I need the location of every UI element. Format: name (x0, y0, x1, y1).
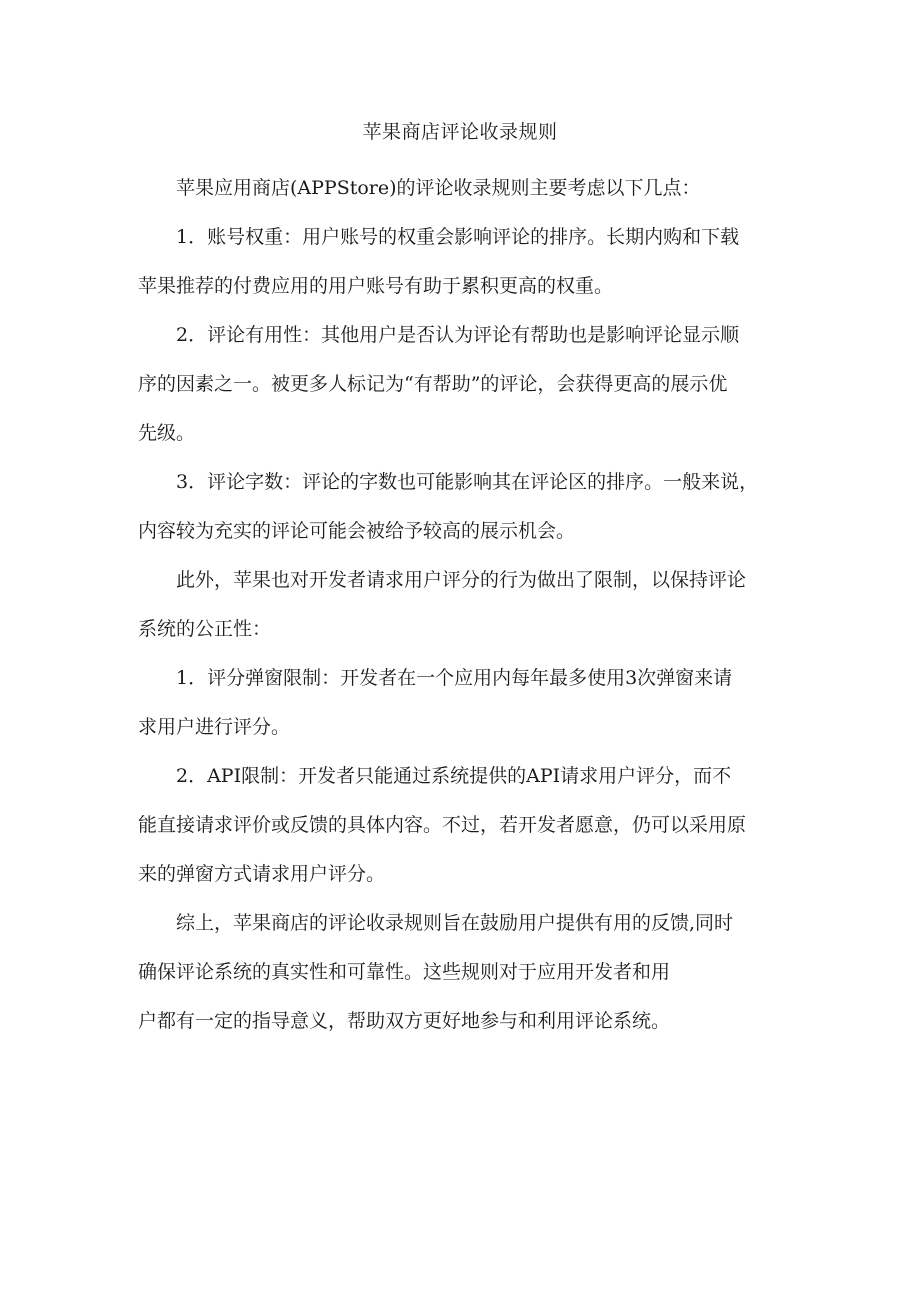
rule-2-line-2: 序的因素之一。被更多人标记为“有帮助”的评论，会获得更高的展示优 (138, 373, 728, 395)
rule-1-line-2: 苹果推荐的付费应用的用户账号有助于累积更高的权重。 (138, 275, 614, 297)
developer-rule-1-line-2: 求用户进行评分。 (138, 716, 291, 738)
developer-rule-2-line-2: 能直接请求评价或反馈的具体内容。不过，若开发者愿意，仍可以采用原 (138, 814, 747, 836)
intro-line: 苹果应用商店(APPStore)的评论收录规则主要考虑以下几点： (176, 177, 701, 199)
developer-rule-2-paragraph (138, 752, 788, 899)
rule-3-line-1: 3．评论字数：评论的字数也可能影响其在评论区的排序。一般来说， (176, 471, 759, 493)
rule-2-paragraph (138, 311, 788, 458)
developer-rule-2-line-1: 2．API限制：开发者只能通过系统提供的API请求用户评分，而不 (176, 765, 732, 787)
rule-3-paragraph (138, 458, 788, 556)
document-body (138, 164, 788, 1046)
developer-rule-2-line-3: 来的弹窗方式请求用户评分。 (138, 863, 386, 885)
conclusion-line-2: 确保评论系统的真实性和可靠性。这些规则对于应用开发者和用 (138, 961, 671, 983)
developer-intro-line-2: 系统的公正性： (138, 618, 272, 640)
rule-1-line-1: 1．账号权重：用户账号的权重会影响评论的排序。长期内购和下载 (176, 226, 740, 248)
intro-paragraph (138, 164, 788, 213)
rule-2-line-3: 先级。 (138, 422, 196, 444)
developer-intro-line-1: 此外，苹果也对开发者请求用户评分的行为做出了限制，以保持评论 (176, 569, 747, 591)
developer-rule-1-paragraph (138, 654, 788, 752)
rule-3-line-2: 内容较为充实的评论可能会被给予较高的展示机会。 (138, 520, 576, 542)
rule-2-line-1: 2．评论有用性：其他用户是否认为评论有帮助也是影响评论显示顺 (176, 324, 740, 346)
developer-intro-paragraph (138, 556, 788, 654)
rule-1-paragraph (138, 213, 788, 311)
conclusion-paragraph (138, 899, 788, 1046)
conclusion-line-1: 综上，苹果商店的评论收录规则旨在鼓励用户提供有用的反馈,同时 (176, 912, 734, 934)
conclusion-line-3: 户都有一定的指导意义，帮助双方更好地参与和利用评论系统。 (138, 1010, 671, 1032)
developer-rule-1-line-1: 1．评分弹窗限制：开发者在一个应用内每年最多使用3次弹窗来请 (176, 667, 733, 689)
document-title: 苹果商店评论收录规则 (362, 121, 558, 143)
